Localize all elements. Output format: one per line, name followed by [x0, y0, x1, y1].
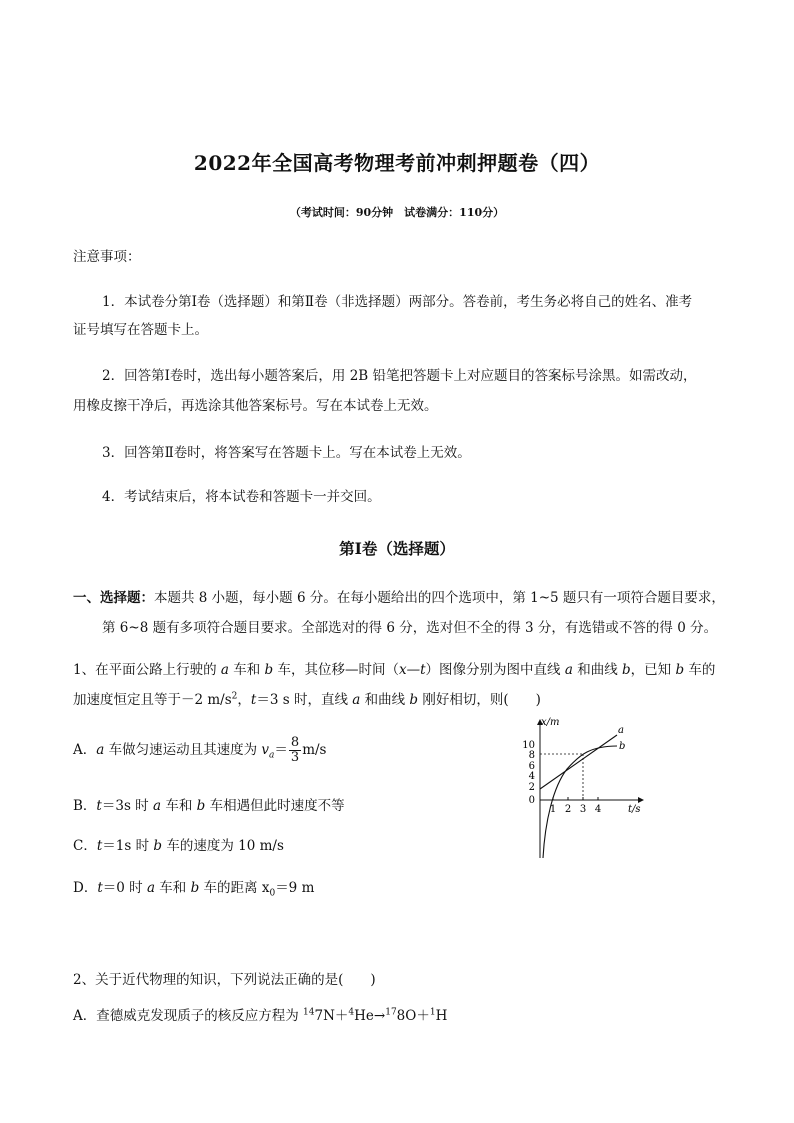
q1-var: a	[96, 742, 105, 758]
notice-item-2-line-1: 2．回答第Ⅰ卷时，选出每小题答案后，用 2B 铅笔把答题卡上对应题目的答案标号涂黑。如需改动，	[102, 368, 697, 384]
q1-var: a	[146, 880, 155, 896]
q1-text: 加速度恒定且等于－2 m/s	[73, 692, 232, 708]
exam-info: （考试时间：90分钟 试卷满分：110分）	[289, 206, 505, 219]
curve-b	[543, 746, 617, 858]
q1-sub: 0	[269, 888, 276, 899]
q1-text: ，已知	[630, 662, 676, 678]
label-a: a	[618, 725, 624, 736]
q1-var: a	[564, 662, 573, 678]
q1-var: t	[96, 798, 102, 814]
q2-stem: 2、关于近代物理的知识，下列说法正确的是( )	[73, 972, 376, 988]
y-tick-label: 6	[528, 761, 535, 772]
q1-text: m/s	[302, 742, 327, 758]
q1-text: 车，其位移—时间（	[273, 662, 399, 678]
fraction-denominator: 3	[290, 750, 300, 765]
q2-text: He→	[354, 1008, 386, 1024]
q1-text: 车做匀速运动且其速度为	[104, 742, 262, 758]
x-axis-label: t/s	[628, 804, 641, 815]
x-tick-label: 3	[579, 804, 587, 815]
q1-var: t	[96, 838, 103, 854]
q1-text: 刚好相切，则( )	[418, 692, 541, 708]
q1-text: 和曲线	[360, 692, 410, 708]
q1-text: 车的距离 x	[199, 880, 270, 896]
q2-sup: 1	[429, 1007, 436, 1018]
q1-text: ）图像分别为图中直线	[425, 662, 565, 678]
q2-text: 8O＋	[396, 1008, 430, 1024]
q2-sup: 17	[385, 1007, 397, 1018]
y-tick-label: 8	[528, 750, 535, 761]
q1-text: 车和	[155, 880, 191, 896]
option-letter: C．	[73, 838, 97, 854]
q2-text: H	[435, 1008, 448, 1024]
section-title: 第Ⅰ卷（选择题）	[339, 539, 455, 558]
part1-line-1-text: 本题共 8 小题，每小题 6 分。在每小题给出的四个选项中，第 1~5 题只有一项符合题目要求，	[154, 590, 725, 606]
q1-option-a	[73, 736, 326, 765]
q1-text: ，	[237, 692, 251, 708]
q1-var: v	[261, 742, 270, 758]
part1-instructions-line-1	[73, 588, 725, 608]
q1-text: ＝	[274, 742, 288, 758]
part1-label: 一、选择题：	[73, 590, 154, 606]
q1-var: t	[250, 692, 257, 708]
notice-item-1-line-2: 证号填写在答题卡上。	[73, 322, 208, 338]
notice-item-4: 4．考试结束后，将本试卷和答题卡一并交回。	[102, 489, 381, 505]
x-tick-label: 1	[549, 804, 557, 815]
q2-sup: 14	[303, 1007, 315, 1018]
xt-graph	[515, 712, 655, 862]
x-tick-label: 2	[564, 804, 572, 815]
q1-text: ＝0 时	[102, 880, 147, 896]
q2-sup: 4	[348, 1007, 355, 1018]
q1-var: t	[97, 880, 103, 896]
q1-var: a	[352, 692, 361, 708]
q1-text: ＝3s 时	[101, 798, 153, 814]
q1-stem-line-1	[73, 660, 715, 680]
q1-var: a	[220, 662, 229, 678]
q2-option-a	[73, 1006, 447, 1026]
q1-sub: a	[269, 750, 275, 761]
fraction-numerator: 8	[290, 735, 300, 750]
q1-text: 1、在平面公路上行驶的	[73, 662, 221, 678]
x-tick-label: 4	[594, 804, 602, 815]
q1-var: b	[409, 692, 419, 708]
label-b: b	[619, 741, 626, 752]
option-letter: A．	[73, 742, 97, 758]
q1-var: b	[622, 662, 631, 678]
line-a	[540, 735, 617, 789]
notice-item-3: 3．回答第Ⅱ卷时，将答案写在答题卡上。写在本试卷上无效。	[102, 445, 471, 461]
q1-text: 车的	[684, 662, 716, 678]
y-tick-label: 10	[522, 740, 535, 751]
notice-item-2-line-2: 用橡皮擦干净后，再选涂其他答案标号。写在本试卷上无效。	[73, 398, 438, 414]
y-tick-label: 4	[528, 771, 535, 782]
fraction	[289, 736, 301, 765]
q1-var: b	[190, 880, 200, 896]
y-axis-label: x/m	[541, 717, 560, 728]
q1-var: b	[153, 838, 163, 854]
q2-text: 7N＋	[314, 1008, 349, 1024]
notice-item-1-line-1: 1．本试卷分第Ⅰ卷（选择题）和第Ⅱ卷（非选择题）两部分。答卷前，考生务必将自己的姓名、准考	[102, 294, 693, 310]
q1-text: ＝9 m	[275, 880, 315, 896]
q1-stem-line-2	[73, 690, 541, 710]
q1-text: ＝1s 时	[102, 838, 154, 854]
part1-instructions-line-2: 第 6~8 题有多项符合题目要求。全部选对的得 6 分，选对但不全的得 3 分，有选错或不答的得 0 分。	[102, 620, 718, 636]
q1-sup: 2	[231, 691, 238, 702]
q1-text: 车的速度为 10 m/s	[162, 838, 284, 854]
q2-text: A．查德威克发现质子的核反应方程为	[73, 1008, 304, 1024]
q1-option-d	[73, 878, 314, 898]
q1-var: b	[196, 798, 206, 814]
q1-option-b	[73, 796, 345, 816]
option-letter: D．	[73, 880, 98, 896]
q1-text: 和曲线	[572, 662, 622, 678]
q1-option-c	[73, 836, 284, 856]
y-tick-label: 0	[528, 795, 535, 806]
q1-text: 车和	[228, 662, 265, 678]
y-tick-label: 2	[528, 782, 535, 793]
q1-text: 车相遇但此时速度不等	[205, 798, 345, 814]
q1-var: b	[264, 662, 274, 678]
paper-title: 2022年全国高考物理考前冲刺押题卷（四）	[193, 151, 601, 175]
q1-text: 车和	[161, 798, 197, 814]
option-letter: B．	[73, 798, 97, 814]
q1-var: b	[675, 662, 685, 678]
notice-heading: 注意事项：	[73, 249, 141, 265]
q1-var: a	[152, 798, 162, 814]
q1-var: x—t	[399, 662, 426, 678]
q1-text: ＝3 s 时，直线	[256, 692, 353, 708]
